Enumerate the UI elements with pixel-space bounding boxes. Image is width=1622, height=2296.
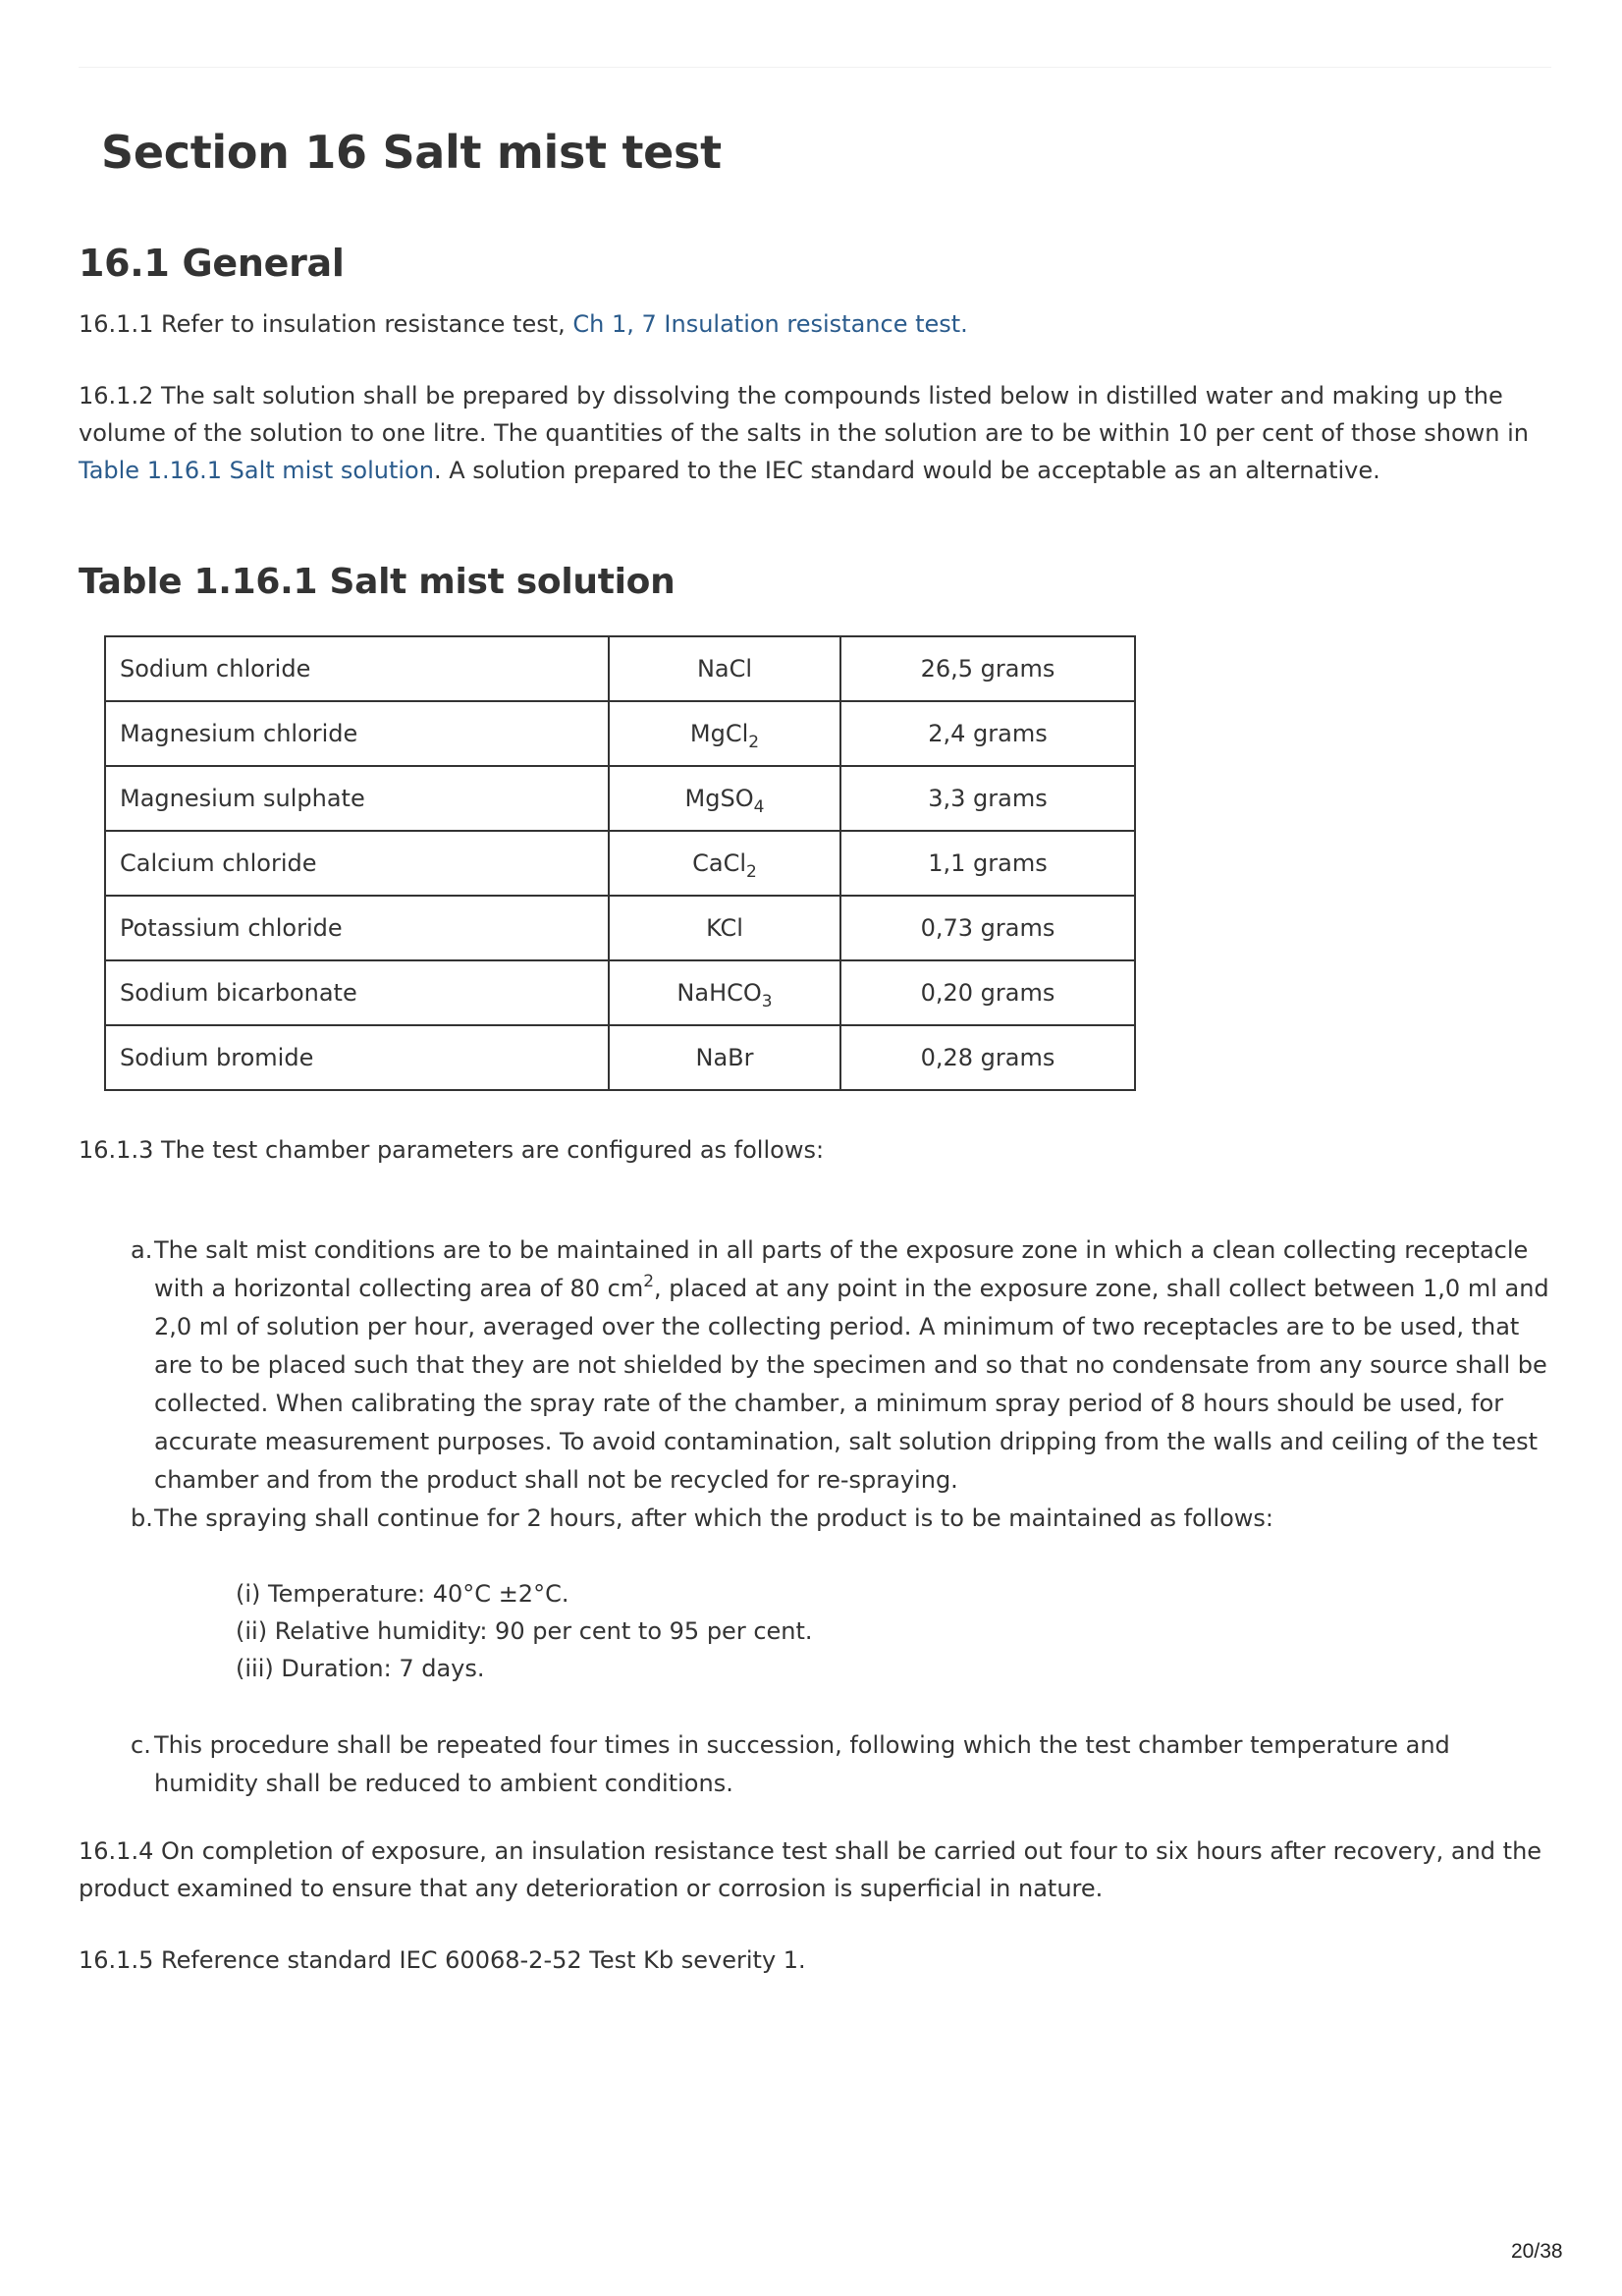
compound-name-cell: Magnesium sulphate	[105, 766, 609, 831]
formula-subscript: 2	[746, 862, 757, 882]
paragraph-text: 16.1.1 Refer to insulation resistance test,	[79, 310, 573, 338]
list-item-text: The spraying shall continue for 2 hours, after which the product is to be maintained as follows:	[154, 1504, 1274, 1532]
insulation-resistance-link[interactable]: Ch 1, 7 Insulation resistance test.	[572, 310, 968, 338]
formula-text: NaHCO	[676, 979, 762, 1007]
superscript: 2	[643, 1272, 655, 1291]
formula-cell	[609, 831, 840, 896]
list-marker: c.	[131, 1731, 151, 1759]
list-marker: b.	[131, 1504, 153, 1532]
table-row	[105, 636, 1135, 701]
page-number: 20/38	[1511, 2240, 1563, 2263]
table-row	[105, 896, 1135, 960]
compound-name-cell: Sodium bicarbonate	[105, 960, 609, 1025]
paragraph-16-1-4: 16.1.4 On completion of exposure, an insulation resistance test shall be carried out four to six hours after recovery, and the product examined to ensure that any deterioration or corrosion is superficial in nature.	[79, 1837, 1542, 1902]
table-row	[105, 960, 1135, 1025]
formula-cell	[609, 896, 840, 960]
amount-cell: 3,3 grams	[840, 766, 1135, 831]
list-marker: a.	[131, 1236, 153, 1264]
formula-text: NaCl	[696, 655, 753, 683]
amount-cell: 1,1 grams	[840, 831, 1135, 896]
formula-cell	[609, 766, 840, 831]
compound-name-cell: Magnesium chloride	[105, 701, 609, 766]
formula-cell	[609, 701, 840, 766]
compound-name-cell: Calcium chloride	[105, 831, 609, 896]
formula-text: CaCl	[692, 849, 747, 877]
sub-item-humidity: (ii) Relative humidity: 90 per cent to 95 per cent.	[236, 1617, 813, 1645]
amount-cell: 0,73 grams	[840, 896, 1135, 960]
amount-cell: 2,4 grams	[840, 701, 1135, 766]
page-top-divider	[79, 67, 1551, 68]
formula-subscript: 4	[753, 797, 765, 817]
formula-text: MgSO	[684, 785, 754, 812]
compound-name-cell: Sodium chloride	[105, 636, 609, 701]
formula-text: KCl	[706, 914, 743, 942]
salt-mist-table	[104, 635, 1136, 1091]
list-item-text: This procedure shall be repeated four times in succession, following which the test chamber temperature and humidity shall be reduced to ambient conditions.	[154, 1731, 1450, 1797]
paragraph-16-1-1	[79, 305, 1551, 343]
compound-name-cell: Potassium chloride	[105, 896, 609, 960]
list-item-b	[131, 1500, 1554, 1538]
formula-cell	[609, 960, 840, 1025]
table-row	[105, 701, 1135, 766]
paragraph-text: . A solution prepared to the IEC standard would be acceptable as an alternative.	[433, 457, 1380, 484]
table-salt-mist-link[interactable]: Table 1.16.1 Salt mist solution	[79, 457, 434, 484]
table-row	[105, 1025, 1135, 1090]
list-item-text-part: , placed at any point in the exposure zone, shall collect between 1,0 ml and 2,0 ml of solution per hour, averaged over the collecting period. A minimum of two receptacles are to be used, that are to be placed such that they are not shielded by the specimen and so that no condensate from any source shall be collected. When calibrating the spray rate of the chamber, a minimum spray period of 8 hours should be used, for accurate measurement purposes. To avoid contamination, salt solution dripping from the walls and ceiling of the test chamber and from the product shall not be recycled for re-spraying.	[154, 1275, 1549, 1494]
compound-name-cell: Sodium bromide	[105, 1025, 609, 1090]
amount-cell: 0,20 grams	[840, 960, 1135, 1025]
paragraph-16-1-3: 16.1.3 The test chamber parameters are configured as follows:	[79, 1136, 825, 1164]
amount-cell: 0,28 grams	[840, 1025, 1135, 1090]
table-row	[105, 831, 1135, 896]
formula-text: MgCl	[689, 720, 749, 747]
sub-item-duration: (iii) Duration: 7 days.	[236, 1655, 485, 1682]
list-item-c	[131, 1726, 1554, 1803]
amount-cell: 26,5 grams	[840, 636, 1135, 701]
formula-text: NaBr	[695, 1044, 754, 1071]
paragraph-text: 16.1.2 The salt solution shall be prepared by dissolving the compounds listed below in distilled water and making up the volume of the solution to one litre. The quantities of the salts in the solution are to be within 10 per cent of those shown in	[79, 382, 1529, 447]
table-title: Table 1.16.1 Salt mist solution	[79, 562, 676, 602]
paragraph-16-1-5: 16.1.5 Reference standard IEC 60068-2-52 Test Kb severity 1.	[79, 1946, 806, 1974]
section-title: Section 16 Salt mist test	[101, 126, 722, 179]
sub-item-temperature: (i) Temperature: 40°C ±2°C.	[236, 1580, 569, 1608]
formula-subscript: 3	[761, 992, 773, 1011]
list-item-text	[154, 1231, 1554, 1500]
table-row	[105, 766, 1135, 831]
formula-cell	[609, 636, 840, 701]
general-heading: 16.1 General	[79, 242, 345, 285]
formula-cell	[609, 1025, 840, 1090]
list-item-text-part: The salt mist conditions are to be maintained in all parts of the exposure zone in which a clean collecting receptacle with a horizontal collecting area of 80 cm	[154, 1236, 1529, 1302]
formula-subscript: 2	[748, 733, 760, 752]
paragraph-16-1-2	[79, 377, 1551, 489]
list-item-a	[131, 1231, 1554, 1500]
